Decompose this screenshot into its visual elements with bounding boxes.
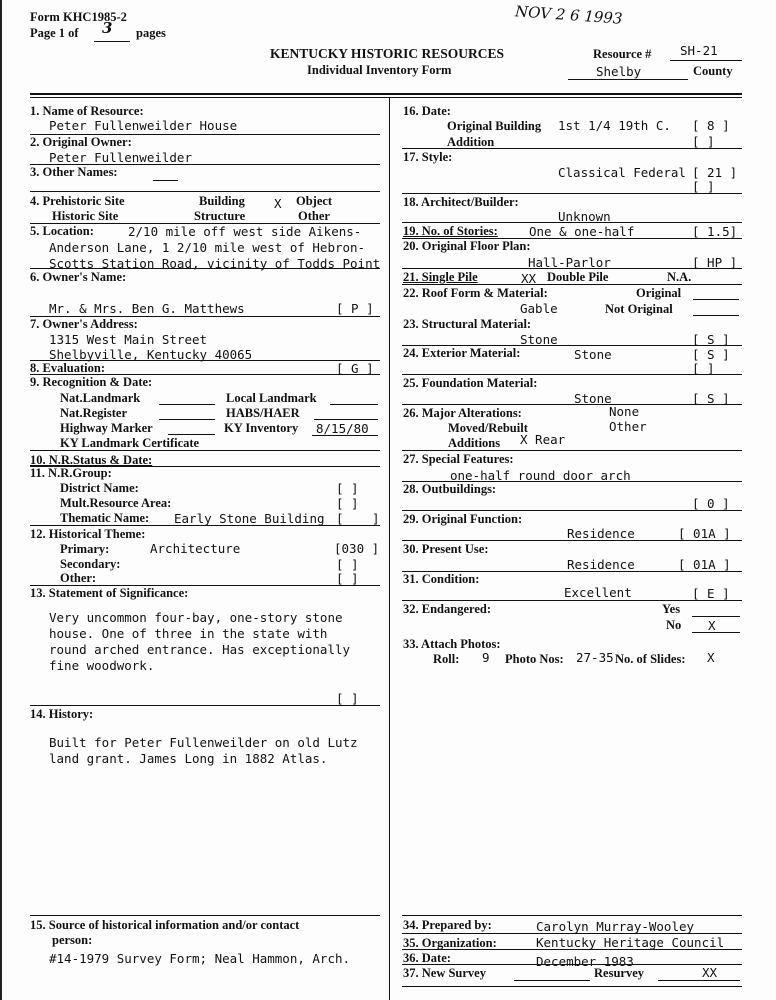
field-36-label: 36. Date: <box>403 951 451 965</box>
field-14-line <box>30 915 380 916</box>
field-9-ky-inventory-date: 8/15/80 <box>316 421 369 436</box>
field-35-label: 35. Organization: <box>403 936 497 950</box>
resource-label: Resource # <box>593 47 652 61</box>
field-37-value: XX <box>702 965 718 980</box>
field-37-line <box>402 986 742 987</box>
field-33-photo: Photo Nos: <box>505 652 564 666</box>
field-30-code: [ 01A ] <box>678 557 731 572</box>
field-16-original-code: [ 8 ] <box>692 118 730 133</box>
field-24-code-2: [ ] <box>692 361 715 376</box>
field-9-ky-inventory: KY Inventory <box>224 421 299 435</box>
field-31-label: 31. Condition: <box>403 572 480 586</box>
field-18-line <box>402 222 742 223</box>
field-29-label: 29. Original Function: <box>403 512 523 526</box>
field-32-no: No <box>666 618 682 632</box>
field-16-original: Original Building <box>447 119 542 133</box>
field-5-line-3: Scotts Station Road, vicinity of Todds Point <box>49 256 381 271</box>
field-3-line <box>30 191 380 192</box>
field-28-line <box>402 510 742 511</box>
field-11-mult: Mult.Resource Area: <box>60 496 172 510</box>
field-17-code: [ 21 ] <box>692 165 738 180</box>
field-11-thematic: Thematic Name: <box>60 511 150 525</box>
field-11-district: District Name: <box>60 481 139 495</box>
field-22-not-original-blank <box>693 315 739 316</box>
field-4-building: Building <box>199 194 245 208</box>
field-33-slides: No. of Slides: <box>615 652 686 666</box>
county-line <box>568 79 688 80</box>
field-2-value: Peter Fullenweilder <box>49 150 192 165</box>
field-9-nat-landmark: Nat.Landmark <box>60 391 141 405</box>
field-13-line-2: house. One of three in the state with <box>49 626 328 641</box>
field-32-yes-blank <box>692 616 740 617</box>
county-label: County <box>693 64 733 78</box>
field-3-blank <box>153 180 178 181</box>
field-33-slides-value: X <box>707 650 715 665</box>
field-11-thematic-value: Early Stone Building <box>174 511 325 526</box>
page-label: Page 1 of <box>30 26 79 40</box>
field-37-resurvey: Resurvey <box>594 966 644 980</box>
nat-landmark-blank <box>159 404 215 405</box>
field-22-value: Gable <box>520 301 558 316</box>
field-3-label: 3. Other Names: <box>30 165 118 179</box>
field-34-top-line <box>402 915 742 916</box>
field-24-label: 24. Exterior Material: <box>403 346 521 360</box>
field-30-label: 30. Present Use: <box>403 542 489 556</box>
field-26-line <box>402 450 742 451</box>
field-14-line-2: land grant. James Long in 1882 Atlas. <box>49 751 328 766</box>
form-id: Form KHC1985-2 <box>30 10 127 24</box>
field-26-additions: Additions <box>448 436 501 450</box>
field-26-additions-value: X Rear <box>520 432 566 447</box>
field-28-code: [ 0 ] <box>692 496 730 511</box>
field-13-line-4: fine woodwork. <box>49 658 155 673</box>
field-17-code-2: [ ] <box>692 179 715 194</box>
field-14-line-1: Built for Peter Fullenweilder on old Lutz <box>49 735 358 750</box>
field-9-ky-certificate: KY Landmark Certificate <box>60 436 200 450</box>
field-12-other: Other: <box>60 571 97 585</box>
field-8-label: 8. Evaluation: <box>30 361 106 375</box>
field-32-no-mark: X <box>708 618 716 633</box>
field-20-label: 20. Original Floor Plan: <box>403 239 531 253</box>
field-11-thematic-bracket-close: ] <box>372 511 380 526</box>
field-21-mark: XX <box>521 271 537 286</box>
field-5-line-1: 2/10 mile off west side Aikens- <box>128 224 362 239</box>
field-34-value: Carolyn Murray-Wooley <box>536 919 695 934</box>
field-18-value: Unknown <box>558 209 611 224</box>
field-31-line <box>402 600 742 601</box>
field-30-value: Residence <box>567 557 635 572</box>
field-9-local-landmark: Local Landmark <box>226 391 317 405</box>
field-28-label: 28. Outbuildings: <box>403 482 497 496</box>
field-6-label: 6. Owner's Name: <box>30 270 127 284</box>
field-4-structure: Structure <box>194 209 246 223</box>
field-19-label: 19. No. of Stories: <box>403 224 498 238</box>
field-26-label: 26. Major Alterations: <box>403 406 522 420</box>
field-17-line <box>402 193 742 194</box>
field-10-label: 10. N.R.Status & Date: <box>30 453 153 467</box>
field-21-double: Double Pile <box>547 270 609 284</box>
field-11-label: 11. N.R.Group: <box>30 466 112 480</box>
field-14-label: 14. History: <box>30 707 94 721</box>
habs-blank <box>314 419 378 420</box>
field-4-object: Object <box>296 194 333 208</box>
field-16-line <box>402 148 742 149</box>
field-9-nat-register: Nat.Register <box>60 406 127 420</box>
field-26-other: Other <box>609 419 647 434</box>
field-1-value: Peter Fullenweilder House <box>49 118 238 133</box>
field-27-label: 27. Special Features: <box>403 452 514 466</box>
form-subtitle: Individual Inventory Form <box>307 63 452 77</box>
field-25-line <box>402 404 742 405</box>
field-13-line-1: Very uncommon four-bay, one-story stone <box>49 610 343 625</box>
field-32-yes: Yes <box>662 602 681 616</box>
field-23-label: 23. Structural Material: <box>403 317 532 331</box>
field-4-label: 4. Prehistoric Site <box>30 194 125 208</box>
county-value: Shelby <box>596 64 642 79</box>
field-2-label: 2. Original Owner: <box>30 135 132 149</box>
column-divider <box>389 97 390 1000</box>
field-34-label: 34. Prepared by: <box>403 918 492 932</box>
field-21-label: 21. Single Pile <box>403 270 478 284</box>
field-25-value: Stone <box>574 391 612 406</box>
field-29-code: [ 01A ] <box>678 526 731 541</box>
field-11-thematic-bracket: [ <box>336 511 344 526</box>
field-24-value: Stone <box>574 347 612 362</box>
field-13-code: [ ] <box>336 691 359 706</box>
field-32-no-blank <box>692 632 740 633</box>
field-20-code: [ HP ] <box>692 255 738 270</box>
page-count-line <box>94 41 130 42</box>
field-15-label-2: person: <box>52 933 93 947</box>
field-15-label: 15. Source of historical information and/or contact <box>30 918 300 932</box>
field-7-label: 7. Owner's Address: <box>30 317 138 331</box>
field-35-value: Kentucky Heritage Council <box>536 935 725 950</box>
field-23-code: [ S ] <box>692 332 730 347</box>
field-6-value: Mr. & Mrs. Ben G. Matthews <box>49 301 245 316</box>
field-26-moved: Moved/Rebuilt <box>448 421 528 435</box>
highway-blank <box>168 434 215 435</box>
page-count: 3 <box>102 19 113 37</box>
field-9-line <box>30 450 380 451</box>
field-9-highway: Highway Marker <box>60 421 153 435</box>
field-37-label: 37. New Survey <box>403 966 486 980</box>
field-12-primary-code: [030 ] <box>334 541 380 556</box>
field-20-line <box>402 268 742 269</box>
field-19-value: One & one-half <box>529 224 635 239</box>
field-4-other: Other <box>298 209 330 223</box>
field-11-district-code: [ ] <box>336 481 359 496</box>
field-32-label: 32. Endangered: <box>403 602 491 616</box>
local-landmark-blank <box>330 404 378 405</box>
field-29-line <box>402 540 742 541</box>
field-33-roll: Roll: <box>433 652 460 666</box>
field-15-value: #14-1979 Survey Form; Neal Hammon, Arch. <box>49 951 351 966</box>
pages-label: pages <box>136 26 166 40</box>
received-stamp-date: NOV 2 6 1993 <box>514 2 624 28</box>
field-23-value: Stone <box>520 332 558 347</box>
field-34-line <box>402 933 742 934</box>
field-16-label: 16. Date: <box>403 104 451 118</box>
field-11-mult-code: [ ] <box>336 496 359 511</box>
field-31-value: Excellent <box>564 585 632 600</box>
field-16-addition-code: [ ] <box>692 134 715 149</box>
field-13-line <box>30 705 380 706</box>
field-36-value: December 1983 <box>536 954 634 969</box>
field-37-resurvey-blank <box>658 980 740 981</box>
field-33-photo-value: 27-35 <box>576 650 614 665</box>
field-35-line <box>402 949 742 950</box>
field-22-label: 22. Roof Form & Material: <box>403 286 548 300</box>
field-21-na: N.A. <box>667 270 692 284</box>
field-33-label: 33. Attach Photos: <box>403 637 501 651</box>
field-21-line <box>402 284 742 285</box>
field-12-secondary: Secondary: <box>60 557 121 571</box>
field-17-label: 17. Style: <box>403 150 453 164</box>
field-25-label: 25. Foundation Material: <box>403 376 538 390</box>
field-8-code: [ G ] <box>336 361 374 376</box>
field-36-line <box>402 964 742 965</box>
field-16-addition: Addition <box>447 135 495 149</box>
field-25-code: [ S ] <box>692 391 730 406</box>
field-24-code: [ S ] <box>692 347 730 362</box>
field-22-original-blank <box>693 299 739 300</box>
field-26-none: None <box>609 404 640 419</box>
field-12-primary-value: Architecture <box>150 541 241 556</box>
field-12-secondary-code: [ ] <box>336 557 359 572</box>
field-12-label: 12. Historical Theme: <box>30 527 146 541</box>
field-13-label: 13. Statement of Significance: <box>30 586 189 600</box>
field-27-value: one-half round door arch <box>450 468 631 483</box>
resource-number: SH-21 <box>680 43 718 58</box>
field-6-code: [ P ] <box>336 301 374 316</box>
field-18-label: 18. Architect/Builder: <box>403 195 519 209</box>
field-4-historic: Historic Site <box>52 209 119 223</box>
field-7-line-2: Shelbyville, Kentucky 40065 <box>49 347 253 362</box>
field-5-line <box>30 268 380 269</box>
field-24-line <box>402 374 742 375</box>
field-19-code: [ 1.5] <box>692 224 738 239</box>
header-rule <box>30 93 742 95</box>
field-22-original: Original <box>636 286 682 300</box>
field-9-label: 9. Recognition & Date: <box>30 375 153 389</box>
field-5-line-2: Anderson Lane, 1 2/10 mile west of Hebron- <box>49 240 366 255</box>
field-29-value: Residence <box>567 526 635 541</box>
header-rule-2 <box>30 97 742 98</box>
field-7-line-1: 1315 West Main Street <box>49 332 208 347</box>
field-4-mark: X <box>274 196 282 211</box>
field-1-label: 1. Name of Resource: <box>30 104 144 118</box>
field-13-line-3: round arched entrance. Has exceptionally <box>49 642 351 657</box>
field-16-original-value: 1st 1/4 19th C. <box>558 118 671 133</box>
field-31-code: [ E ] <box>692 586 730 601</box>
field-33-roll-value: 9 <box>482 650 490 665</box>
field-11-line <box>30 525 380 526</box>
nat-register-blank <box>159 419 215 420</box>
ky-inventory-blank <box>312 435 378 436</box>
field-37-new-blank <box>514 980 590 981</box>
field-17-value: Classical Federal <box>558 165 686 180</box>
field-9-habs: HABS/HAER <box>226 406 300 420</box>
field-20-value: Hall-Parlor <box>528 255 611 270</box>
form-title: KENTUCKY HISTORIC RESOURCES <box>270 46 505 61</box>
field-12-other-code: [ ] <box>336 571 359 586</box>
field-5-label: 5. Location: <box>30 224 94 238</box>
field-22-not-original: Not Original <box>605 302 673 316</box>
resource-number-line <box>670 60 742 61</box>
field-12-primary: Primary: <box>60 542 110 556</box>
